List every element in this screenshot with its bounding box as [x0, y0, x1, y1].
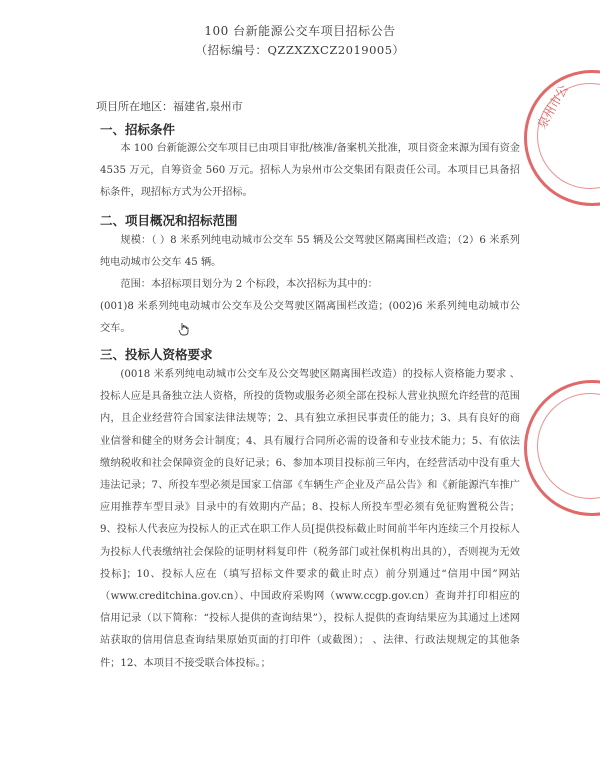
section-heading-project-overview: 二、项目概况和招标范围 — [100, 213, 238, 228]
section-paragraph: (001)8 米系列纯电动城市公交车及公交驾驶区隔离围栏改造；(002)6 米系列纯电动城市公交车。 — [100, 301, 520, 335]
section-paragraph: (0018 米系列纯电动城市公交车及公交驾驶区隔离围栏改造）的投标人资格能力要求 、投标人应是具备独立法人资格，所投的货物或服务必须全部在投标人营业执照允许经营的范围内，且企业经营符合国家法律法规等；2、具有独立承担民事责任的能力；3、具有良好的商业信誉和健全的财务会计制度；4、具有履行合同所必需的设备和专业技术能力；5、有依法缴纳税收和社会保障资金的良好记录；6、参加本项目投标前三年内，在经营活动中没有重大违法记录；7、所投车型必须是国家工信部《车辆生产企业及产品公告》和《新能源汽车推广应用推荐车型目录》目录中的有效期内产品；8、投标人所投车型必须有免征购置税公告；9、投标人代表应为投标人的正式在职工作人员[提供投标截止时间前半年内连续三个月投标人为投标人代表缴纳社会保险的证明材料复印件（税务部门或社保机构出具的），否则视为无效投标]；10、投标人应在（填写招标文件要求的截止时点）前分别通过“信用中国”网站（www.creditchina.gov.cn）、中国政府采购网（www.ccgp.gov.cn）查询并打印相应的信用记录（以下简称：“投标人提供的查询结果”），投标人提供的查询结果应为其通过上述网站获取的信用信息查询结果原始页面的打印件（或截图）； 、法律、行政法规规定的其他条件；12、本项目不接受联合体投标。； — [100, 369, 520, 669]
hand-cursor-icon — [178, 322, 190, 336]
red-official-seal — [524, 380, 600, 516]
red-official-seal — [524, 70, 600, 206]
section-paragraph: 本 100 台新能源公交车项目已由项目审批/核准/备案机关批准，项目资金来源为国有资金 4535 万元，自筹资金 560 万元。招标人为泉州市公交集团有限责任公司。本项目已具备招标条件，现招标方式为公开招标。 — [100, 143, 520, 199]
section-heading-bidding-conditions: 一、招标条件 — [100, 122, 176, 137]
section-paragraph: 规模：（ ）8 米系列纯电动城市公交车 55 辆及公交驾驶区隔离围栏改造；（2）6 米系列纯电动城市公交车 45 辆。 — [100, 235, 520, 269]
section-paragraph: 范围：本招标项目划分为 2 个标段，本次招标为其中的： — [120, 279, 378, 290]
project-location: 项目所在地区：福建省,泉州市 — [96, 100, 243, 113]
document-subtitle: （招标编号：QZZXZXCZ2019005） — [195, 43, 405, 57]
section-heading-bidder-qualifications: 三、投标人资格要求 — [100, 347, 213, 362]
seal-text: 泉州市公 — [534, 82, 571, 131]
document-title: 100 台新能源公交车项目招标公告 — [204, 24, 396, 38]
